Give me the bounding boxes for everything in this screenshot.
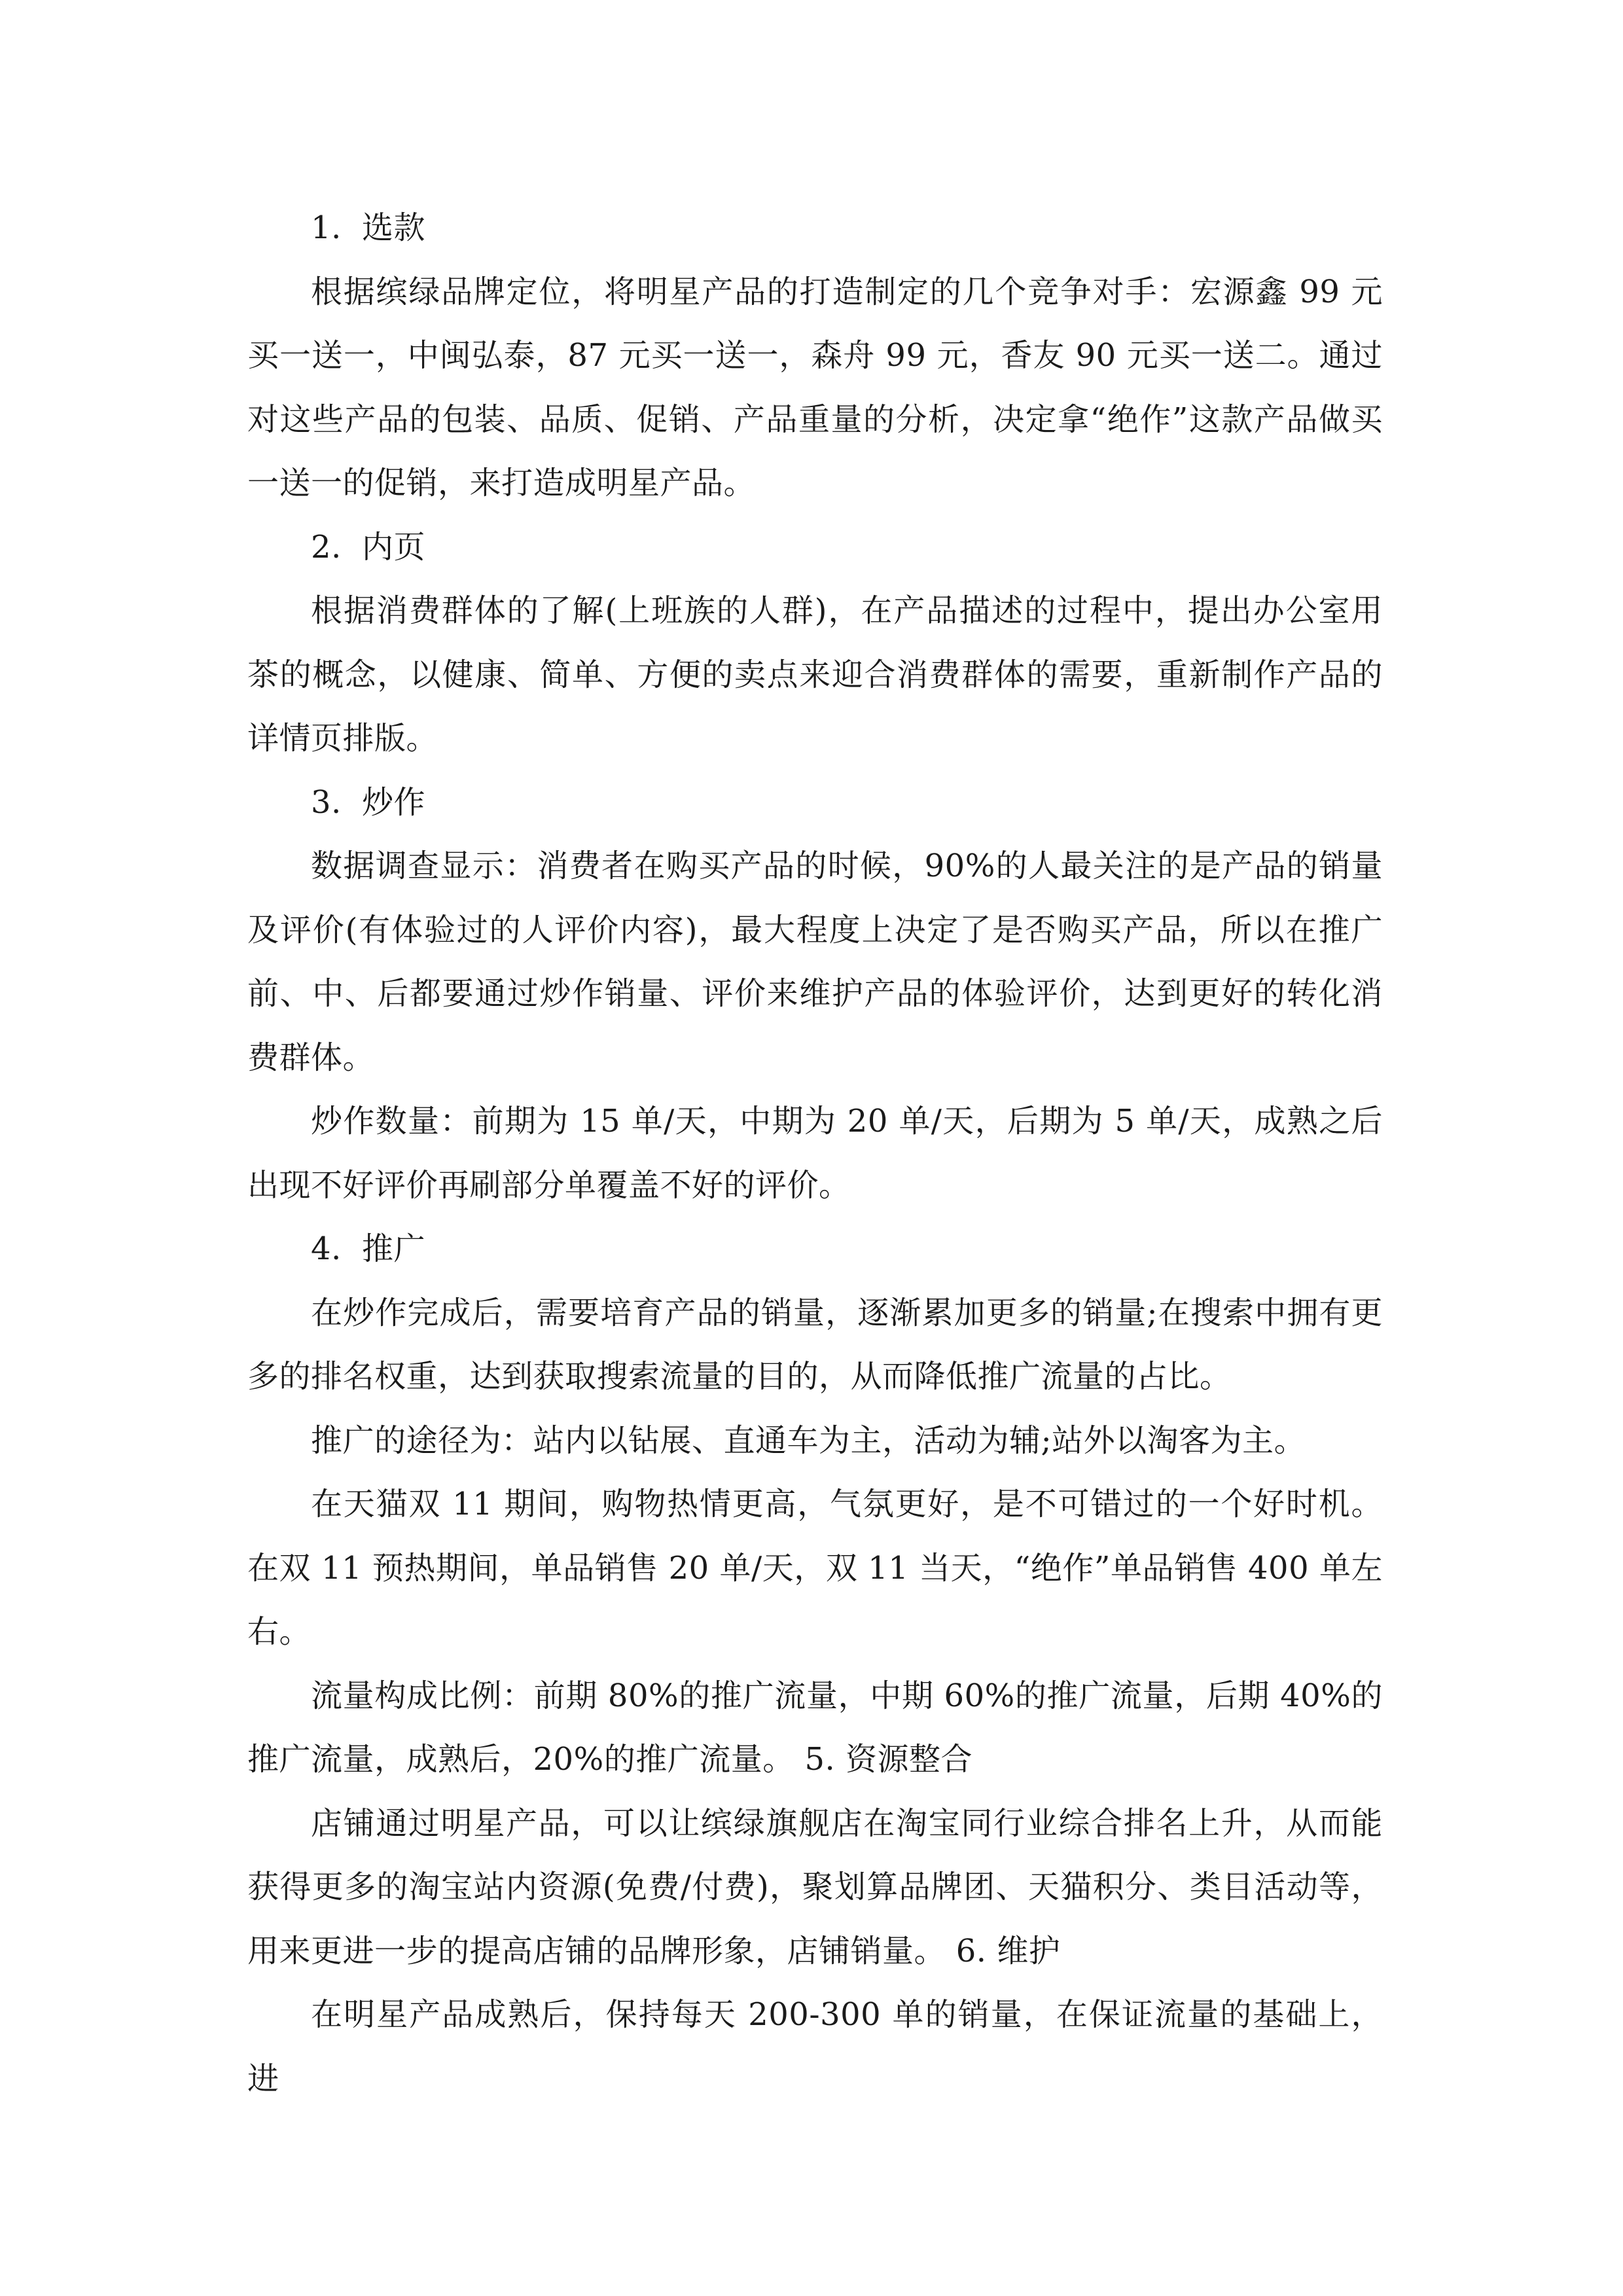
section-heading-4 (247, 1217, 1383, 1282)
section-heading-1 (247, 196, 1383, 260)
document-body (247, 196, 1383, 2111)
section-title: 炒作 (362, 783, 426, 821)
section-title: 内页 (362, 528, 426, 565)
paragraph: 推广的途径为：站内以钻展、直通车为主，活动为辅;站外以淘客为主。 (311, 1422, 1306, 1459)
section-number: 3. (311, 783, 342, 821)
paragraph: 店铺通过明星产品，可以让缤绿旗舰店在淘宝同行业综合排名上升，从而能获得更多的淘宝站内资源(免费/付费)，聚划算品牌团、天猫积分、类目活动等，用来更进一步的提高店铺的品牌形象，店铺销量。 6. 维护 (247, 1804, 1383, 1969)
paragraph: 在炒作完成后，需要培育产品的销量，逐渐累加更多的销量;在搜索中拥有更多的排名权重，达到获取搜索流量的目的，从而降低推广流量的占比。 (247, 1294, 1383, 1395)
section-heading-2 (247, 516, 1383, 580)
section-heading-3 (247, 771, 1383, 835)
paragraph: 炒作数量：前期为 15 单/天，中期为 20 单/天，后期为 5 单/天，成熟之后出现不好评价再刷部分单覆盖不好的评价。 (247, 1103, 1383, 1204)
paragraph: 在天猫双 11 期间，购物热情更高，气氛更好，是不可错过的一个好时机。在双 11 预热期间，单品销售 20 单/天，双 11 当天，“绝作”单品销售 400 单左右。 (247, 1486, 1383, 1650)
paragraph: 根据缤绿品牌定位，将明星产品的打造制定的几个竞争对手：宏源鑫 99 元买一送一，中闽弘泰，87 元买一送一，森舟 99 元，香友 90 元买一送二。通过对这些产品的包装、品质、促销、产品重量的分析，决定拿“绝作”这款产品做买一送一的促销，来打造成明星产品。 (247, 273, 1383, 501)
section-number: 1. (311, 209, 342, 246)
paragraph: 在明星产品成熟后，保持每天 200-300 单的销量，在保证流量的基础上，进 (247, 1996, 1383, 2097)
section-number: 4. (311, 1230, 342, 1267)
paragraph: 根据消费群体的了解(上班族的人群)，在产品描述的过程中，提出办公室用茶的概念，以健康、简单、方便的卖点来迎合消费群体的需要，重新制作产品的详情页排版。 (247, 592, 1383, 757)
paragraph: 流量构成比例：前期 80%的推广流量，中期 60%的推广流量，后期 40%的推广流量，成熟后，20%的推广流量。 5. 资源整合 (247, 1677, 1383, 1778)
paragraph: 数据调查显示：消费者在购买产品的时候，90%的人最关注的是产品的销量及评价(有体验过的人评价内容)，最大程度上决定了是否购买产品，所以在推广前、中、后都要通过炒作销量、评价来维护产品的体验评价，达到更好的转化消费群体。 (247, 848, 1383, 1076)
section-number: 2. (311, 528, 342, 565)
section-title: 选款 (362, 209, 426, 246)
section-title: 推广 (362, 1230, 426, 1267)
